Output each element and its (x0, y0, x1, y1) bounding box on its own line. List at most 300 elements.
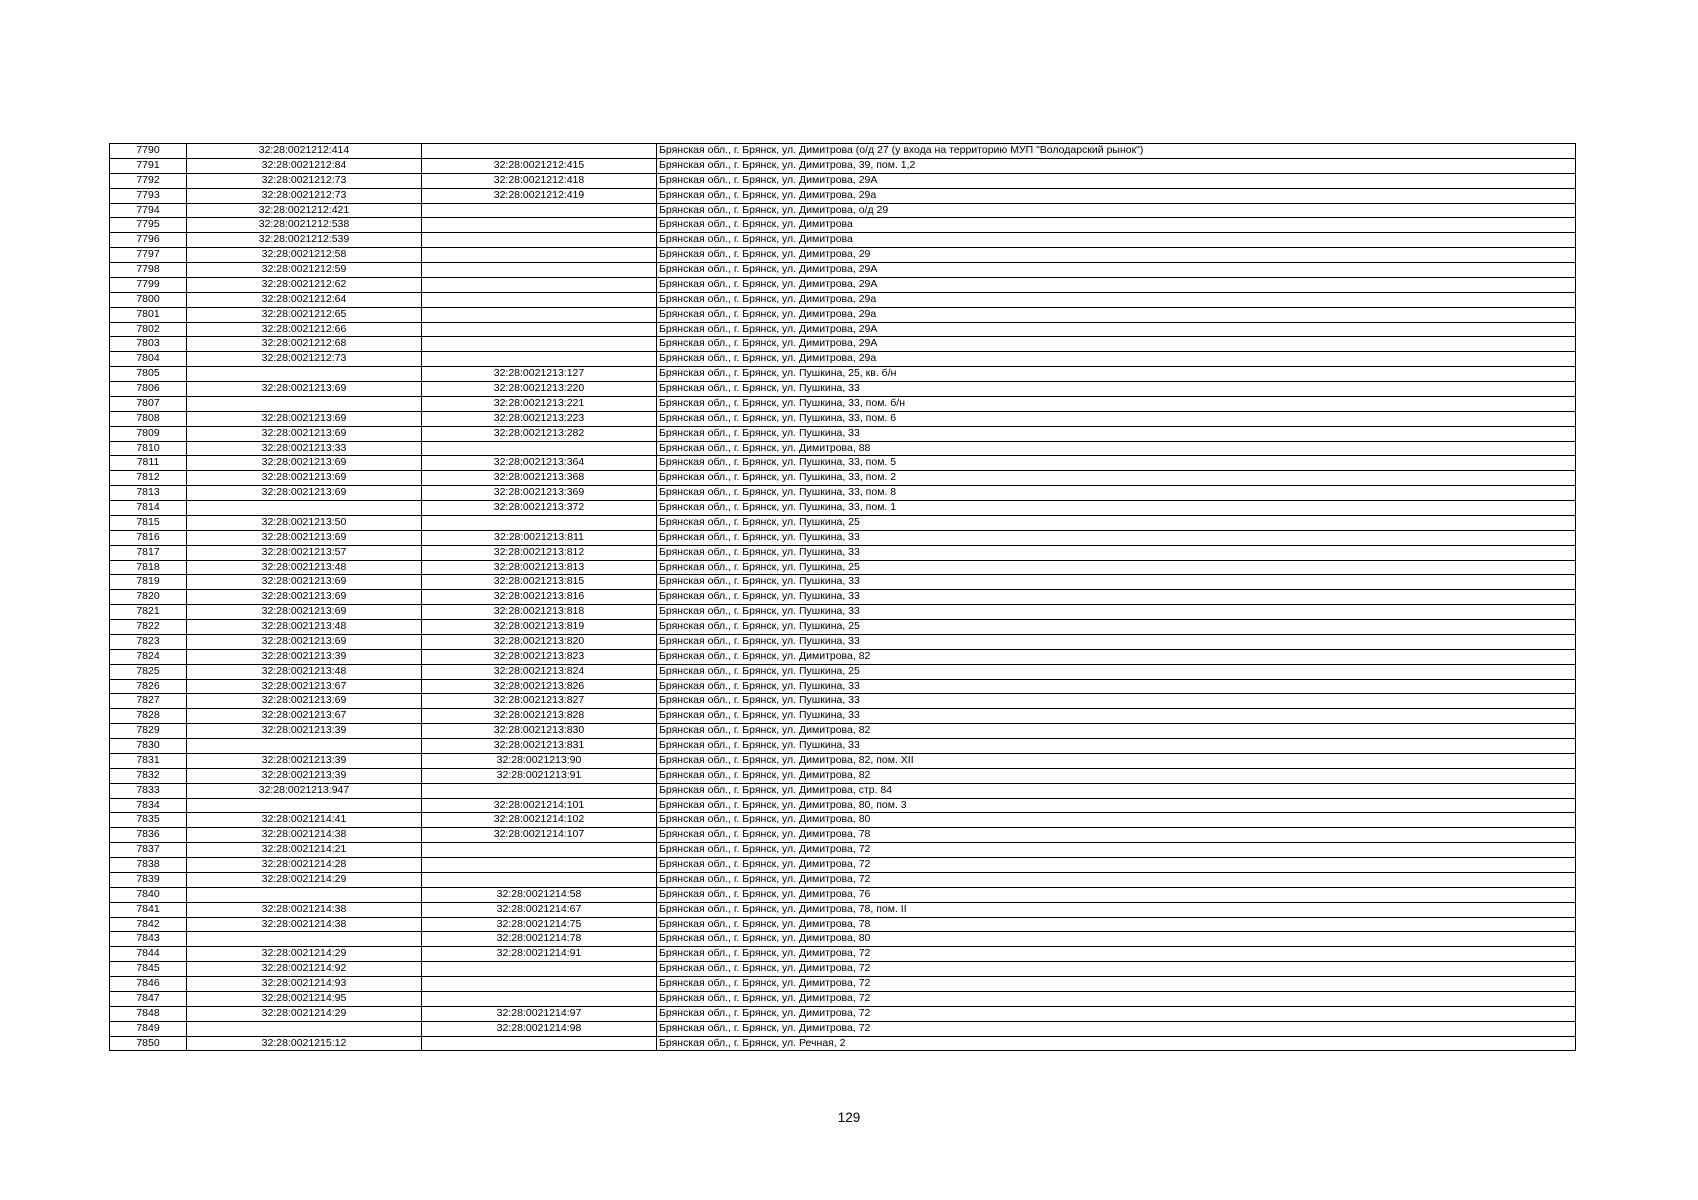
row-number-cell: 7815 (110, 515, 187, 530)
row-number-cell: 7829 (110, 724, 187, 739)
related-cadastral-number-cell: 32:28:0021213:127 (422, 367, 657, 382)
cadastral-number-cell: 32:28:0021214:38 (187, 902, 422, 917)
cadastral-number-cell: 32:28:0021213:69 (187, 530, 422, 545)
cadastral-number-cell: 32:28:0021213:67 (187, 679, 422, 694)
table-row (110, 441, 1576, 456)
cadastral-number-cell: 32:28:0021213:69 (187, 590, 422, 605)
related-cadastral-number-cell (422, 783, 657, 798)
table-row (110, 560, 1576, 575)
cadastral-number-cell: 32:28:0021213:69 (187, 605, 422, 620)
related-cadastral-number-cell (422, 337, 657, 352)
related-cadastral-number-cell (422, 248, 657, 263)
table-row (110, 411, 1576, 426)
related-cadastral-number-cell (422, 322, 657, 337)
row-number-cell: 7845 (110, 962, 187, 977)
cadastral-number-cell: 32:28:0021213:57 (187, 545, 422, 560)
cadastral-number-cell: 32:28:0021213:39 (187, 753, 422, 768)
address-cell: Брянская обл., г. Брянск, ул. Пушкина, 33, пом. 2 (657, 471, 1576, 486)
row-number-cell: 7838 (110, 858, 187, 873)
related-cadastral-number-cell (422, 307, 657, 322)
address-cell: Брянская обл., г. Брянск, ул. Пушкина, 33 (657, 679, 1576, 694)
table-row (110, 471, 1576, 486)
row-number-cell: 7824 (110, 649, 187, 664)
cadastral-number-cell: 32:28:0021214:29 (187, 947, 422, 962)
table-row (110, 337, 1576, 352)
cadastral-number-cell: 32:28:0021212:62 (187, 277, 422, 292)
address-cell: Брянская обл., г. Брянск, ул. Пушкина, 25 (657, 560, 1576, 575)
related-cadastral-number-cell: 32:28:0021213:221 (422, 396, 657, 411)
table-row (110, 575, 1576, 590)
related-cadastral-number-cell: 32:28:0021212:415 (422, 158, 657, 173)
address-cell: Брянская обл., г. Брянск, ул. Димитрова, 29А (657, 173, 1576, 188)
related-cadastral-number-cell: 32:28:0021214:58 (422, 887, 657, 902)
address-cell: Брянская обл., г. Брянск, ул. Димитрова, 80 (657, 813, 1576, 828)
table-row (110, 798, 1576, 813)
cadastral-number-cell: 32:28:0021213:39 (187, 768, 422, 783)
address-cell: Брянская обл., г. Брянск, ул. Димитрова, 72 (657, 991, 1576, 1006)
address-cell: Брянская обл., г. Брянск, ул. Димитрова, 78 (657, 828, 1576, 843)
address-cell: Брянская обл., г. Брянск, ул. Пушкина, 25, кв. б/н (657, 367, 1576, 382)
related-cadastral-number-cell (422, 991, 657, 1006)
table-row (110, 590, 1576, 605)
row-number-cell: 7816 (110, 530, 187, 545)
related-cadastral-number-cell: 32:28:0021213:91 (422, 768, 657, 783)
related-cadastral-number-cell (422, 218, 657, 233)
table-row (110, 307, 1576, 322)
cadastral-number-cell: 32:28:0021214:29 (187, 1006, 422, 1021)
row-number-cell: 7847 (110, 991, 187, 1006)
row-number-cell: 7799 (110, 277, 187, 292)
row-number-cell: 7792 (110, 173, 187, 188)
table-row (110, 679, 1576, 694)
cadastral-number-cell: 32:28:0021213:48 (187, 664, 422, 679)
row-number-cell: 7794 (110, 203, 187, 218)
table-row (110, 709, 1576, 724)
related-cadastral-number-cell: 32:28:0021213:282 (422, 426, 657, 441)
address-cell: Брянская обл., г. Брянск, ул. Димитрова, 80, пом. 3 (657, 798, 1576, 813)
related-cadastral-number-cell: 32:28:0021213:827 (422, 694, 657, 709)
related-cadastral-number-cell: 32:28:0021214:107 (422, 828, 657, 843)
row-number-cell: 7848 (110, 1006, 187, 1021)
address-cell: Брянская обл., г. Брянск, ул. Димитрова, 72 (657, 872, 1576, 887)
cadastral-number-cell: 32:28:0021213:69 (187, 575, 422, 590)
related-cadastral-number-cell: 32:28:0021213:369 (422, 486, 657, 501)
row-number-cell: 7850 (110, 1036, 187, 1051)
row-number-cell: 7805 (110, 367, 187, 382)
table-row (110, 1036, 1576, 1051)
cadastral-number-cell: 32:28:0021213:67 (187, 709, 422, 724)
related-cadastral-number-cell: 32:28:0021214:97 (422, 1006, 657, 1021)
related-cadastral-number-cell (422, 843, 657, 858)
row-number-cell: 7832 (110, 768, 187, 783)
row-number-cell: 7804 (110, 352, 187, 367)
cadastral-number-cell: 32:28:0021212:539 (187, 233, 422, 248)
related-cadastral-number-cell: 32:28:0021213:811 (422, 530, 657, 545)
row-number-cell: 7798 (110, 263, 187, 278)
cadastral-number-cell: 32:28:0021213:39 (187, 649, 422, 664)
related-cadastral-number-cell (422, 977, 657, 992)
property-table (109, 143, 1576, 1051)
row-number-cell: 7836 (110, 828, 187, 843)
table-row (110, 158, 1576, 173)
cadastral-number-cell: 32:28:0021212:73 (187, 352, 422, 367)
related-cadastral-number-cell: 32:28:0021213:819 (422, 620, 657, 635)
table-row (110, 352, 1576, 367)
related-cadastral-number-cell: 32:28:0021213:826 (422, 679, 657, 694)
address-cell: Брянская обл., г. Брянск, ул. Пушкина, 33, пом. б/н (657, 396, 1576, 411)
address-cell: Брянская обл., г. Брянск, ул. Димитрова, 82 (657, 724, 1576, 739)
row-number-cell: 7790 (110, 144, 187, 159)
cadastral-number-cell: 32:28:0021215:12 (187, 1036, 422, 1051)
row-number-cell: 7817 (110, 545, 187, 560)
table-row (110, 828, 1576, 843)
table-row (110, 382, 1576, 397)
row-number-cell: 7831 (110, 753, 187, 768)
row-number-cell: 7795 (110, 218, 187, 233)
address-cell: Брянская обл., г. Брянск, ул. Речная, 2 (657, 1036, 1576, 1051)
cadastral-number-cell: 32:28:0021214:28 (187, 858, 422, 873)
address-cell: Брянская обл., г. Брянск, ул. Пушкина, 33, пом. 6 (657, 411, 1576, 426)
row-number-cell: 7807 (110, 396, 187, 411)
related-cadastral-number-cell: 32:28:0021213:818 (422, 605, 657, 620)
row-number-cell: 7827 (110, 694, 187, 709)
address-cell: Брянская обл., г. Брянск, ул. Пушкина, 33 (657, 545, 1576, 560)
address-cell: Брянская обл., г. Брянск, ул. Димитрова, 82, пом. XII (657, 753, 1576, 768)
address-cell: Брянская обл., г. Брянск, ул. Димитрова, 29а (657, 188, 1576, 203)
cadastral-number-cell: 32:28:0021214:38 (187, 828, 422, 843)
table-row (110, 872, 1576, 887)
cadastral-number-cell (187, 887, 422, 902)
table-row (110, 292, 1576, 307)
row-number-cell: 7844 (110, 947, 187, 962)
address-cell: Брянская обл., г. Брянск, ул. Пушкина, 33 (657, 426, 1576, 441)
address-cell: Брянская обл., г. Брянск, ул. Димитрова, 82 (657, 649, 1576, 664)
row-number-cell: 7791 (110, 158, 187, 173)
cadastral-number-cell: 32:28:0021213:69 (187, 634, 422, 649)
address-cell: Брянская обл., г. Брянск, ул. Димитрова (657, 218, 1576, 233)
address-cell: Брянская обл., г. Брянск, ул. Пушкина, 33 (657, 382, 1576, 397)
cadastral-number-cell: 32:28:0021213:48 (187, 620, 422, 635)
cadastral-number-cell: 32:28:0021214:95 (187, 991, 422, 1006)
row-number-cell: 7839 (110, 872, 187, 887)
row-number-cell: 7822 (110, 620, 187, 635)
address-cell: Брянская обл., г. Брянск, ул. Димитрова, 72 (657, 1006, 1576, 1021)
related-cadastral-number-cell: 32:28:0021213:372 (422, 501, 657, 516)
address-cell: Брянская обл., г. Брянск, ул. Димитрова (657, 233, 1576, 248)
address-cell: Брянская обл., г. Брянск, ул. Пушкина, 33, пом. 8 (657, 486, 1576, 501)
table-row (110, 664, 1576, 679)
cadastral-number-cell: 32:28:0021213:69 (187, 456, 422, 471)
address-cell: Брянская обл., г. Брянск, ул. Димитрова, 29А (657, 277, 1576, 292)
related-cadastral-number-cell: 32:28:0021214:67 (422, 902, 657, 917)
row-number-cell: 7849 (110, 1021, 187, 1036)
table-row (110, 649, 1576, 664)
row-number-cell: 7803 (110, 337, 187, 352)
table-row (110, 218, 1576, 233)
related-cadastral-number-cell: 32:28:0021213:828 (422, 709, 657, 724)
related-cadastral-number-cell: 32:28:0021213:830 (422, 724, 657, 739)
related-cadastral-number-cell: 32:28:0021214:98 (422, 1021, 657, 1036)
table-row (110, 1021, 1576, 1036)
table-row (110, 501, 1576, 516)
address-cell: Брянская обл., г. Брянск, ул. Пушкина, 33 (657, 694, 1576, 709)
table-row (110, 263, 1576, 278)
related-cadastral-number-cell (422, 292, 657, 307)
related-cadastral-number-cell: 32:28:0021213:220 (422, 382, 657, 397)
address-cell: Брянская обл., г. Брянск, ул. Пушкина, 33 (657, 575, 1576, 590)
address-cell: Брянская обл., г. Брянск, ул. Пушкина, 25 (657, 515, 1576, 530)
row-number-cell: 7840 (110, 887, 187, 902)
table-row (110, 426, 1576, 441)
cadastral-number-cell: 32:28:0021212:414 (187, 144, 422, 159)
row-number-cell: 7821 (110, 605, 187, 620)
row-number-cell: 7808 (110, 411, 187, 426)
related-cadastral-number-cell (422, 233, 657, 248)
row-number-cell: 7834 (110, 798, 187, 813)
table-row (110, 456, 1576, 471)
related-cadastral-number-cell (422, 872, 657, 887)
address-cell: Брянская обл., г. Брянск, ул. Димитрова, 72 (657, 843, 1576, 858)
cadastral-number-cell: 32:28:0021213:947 (187, 783, 422, 798)
table-row (110, 962, 1576, 977)
cadastral-number-cell: 32:28:0021212:58 (187, 248, 422, 263)
address-cell: Брянская обл., г. Брянск, ул. Димитрова, 29 (657, 248, 1576, 263)
table-row (110, 843, 1576, 858)
related-cadastral-number-cell: 32:28:0021213:823 (422, 649, 657, 664)
cadastral-number-cell (187, 739, 422, 754)
address-cell: Брянская обл., г. Брянск, ул. Димитрова, 72 (657, 962, 1576, 977)
address-cell: Брянская обл., г. Брянск, ул. Димитрова, стр. 84 (657, 783, 1576, 798)
address-cell: Брянская обл., г. Брянск, ул. Пушкина, 33 (657, 590, 1576, 605)
table-row (110, 233, 1576, 248)
cadastral-number-cell: 32:28:0021212:84 (187, 158, 422, 173)
related-cadastral-number-cell: 32:28:0021213:364 (422, 456, 657, 471)
row-number-cell: 7843 (110, 932, 187, 947)
related-cadastral-number-cell: 32:28:0021213:812 (422, 545, 657, 560)
cadastral-number-cell: 32:28:0021214:21 (187, 843, 422, 858)
row-number-cell: 7810 (110, 441, 187, 456)
cadastral-number-cell: 32:28:0021213:69 (187, 486, 422, 501)
related-cadastral-number-cell (422, 858, 657, 873)
related-cadastral-number-cell: 32:28:0021214:78 (422, 932, 657, 947)
related-cadastral-number-cell (422, 441, 657, 456)
cadastral-number-cell: 32:28:0021213:69 (187, 382, 422, 397)
address-cell: Брянская обл., г. Брянск, ул. Димитрова, о/д 29 (657, 203, 1576, 218)
address-cell: Брянская обл., г. Брянск, ул. Димитрова, 29а (657, 352, 1576, 367)
related-cadastral-number-cell: 32:28:0021213:820 (422, 634, 657, 649)
table-row (110, 724, 1576, 739)
table-row (110, 605, 1576, 620)
row-number-cell: 7819 (110, 575, 187, 590)
table-row (110, 188, 1576, 203)
row-number-cell: 7833 (110, 783, 187, 798)
row-number-cell: 7793 (110, 188, 187, 203)
address-cell: Брянская обл., г. Брянск, ул. Димитрова, 29А (657, 337, 1576, 352)
cadastral-number-cell: 32:28:0021214:29 (187, 872, 422, 887)
address-cell: Брянская обл., г. Брянск, ул. Димитрова, 39, пом. 1,2 (657, 158, 1576, 173)
related-cadastral-number-cell: 32:28:0021214:101 (422, 798, 657, 813)
table-row (110, 322, 1576, 337)
related-cadastral-number-cell: 32:28:0021213:816 (422, 590, 657, 605)
table-row (110, 768, 1576, 783)
cadastral-number-cell: 32:28:0021212:421 (187, 203, 422, 218)
row-number-cell: 7820 (110, 590, 187, 605)
related-cadastral-number-cell (422, 352, 657, 367)
cadastral-number-cell: 32:28:0021213:69 (187, 426, 422, 441)
cadastral-number-cell: 32:28:0021212:66 (187, 322, 422, 337)
address-cell: Брянская обл., г. Брянск, ул. Пушкина, 33 (657, 530, 1576, 545)
page-number: 129 (837, 1110, 861, 1125)
row-number-cell: 7802 (110, 322, 187, 337)
row-number-cell: 7818 (110, 560, 187, 575)
related-cadastral-number-cell (422, 1036, 657, 1051)
address-cell: Брянская обл., г. Брянск, ул. Димитрова, 29А (657, 263, 1576, 278)
address-cell: Брянская обл., г. Брянск, ул. Димитрова, 76 (657, 887, 1576, 902)
table-row (110, 694, 1576, 709)
table-row (110, 277, 1576, 292)
cadastral-number-cell: 32:28:0021213:69 (187, 471, 422, 486)
table-row (110, 977, 1576, 992)
address-cell: Брянская обл., г. Брянск, ул. Пушкина, 33 (657, 634, 1576, 649)
row-number-cell: 7809 (110, 426, 187, 441)
table-row (110, 173, 1576, 188)
address-cell: Брянская обл., г. Брянск, ул. Пушкина, 33 (657, 709, 1576, 724)
row-number-cell: 7841 (110, 902, 187, 917)
cadastral-number-cell: 32:28:0021213:33 (187, 441, 422, 456)
row-number-cell: 7813 (110, 486, 187, 501)
table-row (110, 515, 1576, 530)
row-number-cell: 7846 (110, 977, 187, 992)
related-cadastral-number-cell: 32:28:0021213:223 (422, 411, 657, 426)
related-cadastral-number-cell: 32:28:0021213:368 (422, 471, 657, 486)
row-number-cell: 7797 (110, 248, 187, 263)
row-number-cell: 7823 (110, 634, 187, 649)
address-cell: Брянская обл., г. Брянск, ул. Пушкина, 33, пом. 1 (657, 501, 1576, 516)
related-cadastral-number-cell (422, 962, 657, 977)
row-number-cell: 7837 (110, 843, 187, 858)
row-number-cell: 7830 (110, 739, 187, 754)
related-cadastral-number-cell: 32:28:0021214:91 (422, 947, 657, 962)
address-cell: Брянская обл., г. Брянск, ул. Димитрова, 72 (657, 1021, 1576, 1036)
cadastral-number-cell (187, 932, 422, 947)
table-row (110, 887, 1576, 902)
table-row (110, 1006, 1576, 1021)
related-cadastral-number-cell: 32:28:0021213:90 (422, 753, 657, 768)
address-cell: Брянская обл., г. Брянск, ул. Пушкина, 33 (657, 605, 1576, 620)
table-row (110, 917, 1576, 932)
table-row (110, 932, 1576, 947)
related-cadastral-number-cell (422, 277, 657, 292)
cadastral-number-cell: 32:28:0021214:38 (187, 917, 422, 932)
table-row (110, 248, 1576, 263)
cadastral-number-cell: 32:28:0021213:50 (187, 515, 422, 530)
table-row (110, 858, 1576, 873)
table-body (110, 144, 1576, 1051)
table-row (110, 530, 1576, 545)
related-cadastral-number-cell: 32:28:0021213:815 (422, 575, 657, 590)
related-cadastral-number-cell: 32:28:0021212:419 (422, 188, 657, 203)
row-number-cell: 7812 (110, 471, 187, 486)
table-row (110, 634, 1576, 649)
address-cell: Брянская обл., г. Брянск, ул. Пушкина, 25 (657, 664, 1576, 679)
table-row (110, 783, 1576, 798)
table-row (110, 991, 1576, 1006)
address-cell: Брянская обл., г. Брянск, ул. Димитрова, 78 (657, 917, 1576, 932)
table-row (110, 620, 1576, 635)
cadastral-number-cell (187, 798, 422, 813)
cadastral-number-cell: 32:28:0021213:48 (187, 560, 422, 575)
table-row (110, 813, 1576, 828)
row-number-cell: 7796 (110, 233, 187, 248)
related-cadastral-number-cell: 32:28:0021214:75 (422, 917, 657, 932)
table-row (110, 396, 1576, 411)
address-cell: Брянская обл., г. Брянск, ул. Димитрова, 78, пом. II (657, 902, 1576, 917)
address-cell: Брянская обл., г. Брянск, ул. Димитрова, 72 (657, 947, 1576, 962)
cadastral-number-cell: 32:28:0021213:39 (187, 724, 422, 739)
address-cell: Брянская обл., г. Брянск, ул. Димитрова, 29а (657, 292, 1576, 307)
related-cadastral-number-cell (422, 203, 657, 218)
row-number-cell: 7825 (110, 664, 187, 679)
address-cell: Брянская обл., г. Брянск, ул. Пушкина, 25 (657, 620, 1576, 635)
address-cell: Брянская обл., г. Брянск, ул. Пушкина, 33 (657, 739, 1576, 754)
address-cell: Брянская обл., г. Брянск, ул. Димитрова, 72 (657, 858, 1576, 873)
cadastral-number-cell: 32:28:0021213:69 (187, 411, 422, 426)
row-number-cell: 7811 (110, 456, 187, 471)
related-cadastral-number-cell (422, 515, 657, 530)
row-number-cell: 7814 (110, 501, 187, 516)
table-row (110, 367, 1576, 382)
cadastral-number-cell (187, 396, 422, 411)
table-row (110, 486, 1576, 501)
table-row (110, 739, 1576, 754)
address-cell: Брянская обл., г. Брянск, ул. Пушкина, 33, пом. 5 (657, 456, 1576, 471)
cadastral-number-cell: 32:28:0021214:93 (187, 977, 422, 992)
cadastral-number-cell: 32:28:0021212:73 (187, 173, 422, 188)
table-row (110, 902, 1576, 917)
related-cadastral-number-cell: 32:28:0021213:831 (422, 739, 657, 754)
row-number-cell: 7828 (110, 709, 187, 724)
related-cadastral-number-cell: 32:28:0021213:813 (422, 560, 657, 575)
table-row (110, 203, 1576, 218)
row-number-cell: 7826 (110, 679, 187, 694)
cadastral-number-cell: 32:28:0021213:69 (187, 694, 422, 709)
table-row (110, 753, 1576, 768)
row-number-cell: 7842 (110, 917, 187, 932)
table-row (110, 144, 1576, 159)
address-cell: Брянская обл., г. Брянск, ул. Димитрова, 29А (657, 322, 1576, 337)
cadastral-number-cell: 32:28:0021212:68 (187, 337, 422, 352)
cadastral-number-cell: 32:28:0021212:65 (187, 307, 422, 322)
related-cadastral-number-cell (422, 263, 657, 278)
address-cell: Брянская обл., г. Брянск, ул. Димитрова, 82 (657, 768, 1576, 783)
table-row (110, 545, 1576, 560)
cadastral-number-cell (187, 367, 422, 382)
cadastral-number-cell: 32:28:0021214:41 (187, 813, 422, 828)
address-cell: Брянская обл., г. Брянск, ул. Димитрова, 72 (657, 977, 1576, 992)
related-cadastral-number-cell: 32:28:0021213:824 (422, 664, 657, 679)
address-cell: Брянская обл., г. Брянск, ул. Димитрова, 29а (657, 307, 1576, 322)
address-cell: Брянская обл., г. Брянск, ул. Димитрова, 88 (657, 441, 1576, 456)
related-cadastral-number-cell (422, 144, 657, 159)
address-cell: Брянская обл., г. Брянск, ул. Димитрова (о/д 27 (у входа на территорию МУП "Володарский рынок") (657, 144, 1576, 159)
cadastral-number-cell: 32:28:0021212:538 (187, 218, 422, 233)
row-number-cell: 7806 (110, 382, 187, 397)
cadastral-number-cell (187, 501, 422, 516)
row-number-cell: 7800 (110, 292, 187, 307)
address-cell: Брянская обл., г. Брянск, ул. Димитрова, 80 (657, 932, 1576, 947)
cadastral-number-cell: 32:28:0021212:73 (187, 188, 422, 203)
related-cadastral-number-cell: 32:28:0021212:418 (422, 173, 657, 188)
